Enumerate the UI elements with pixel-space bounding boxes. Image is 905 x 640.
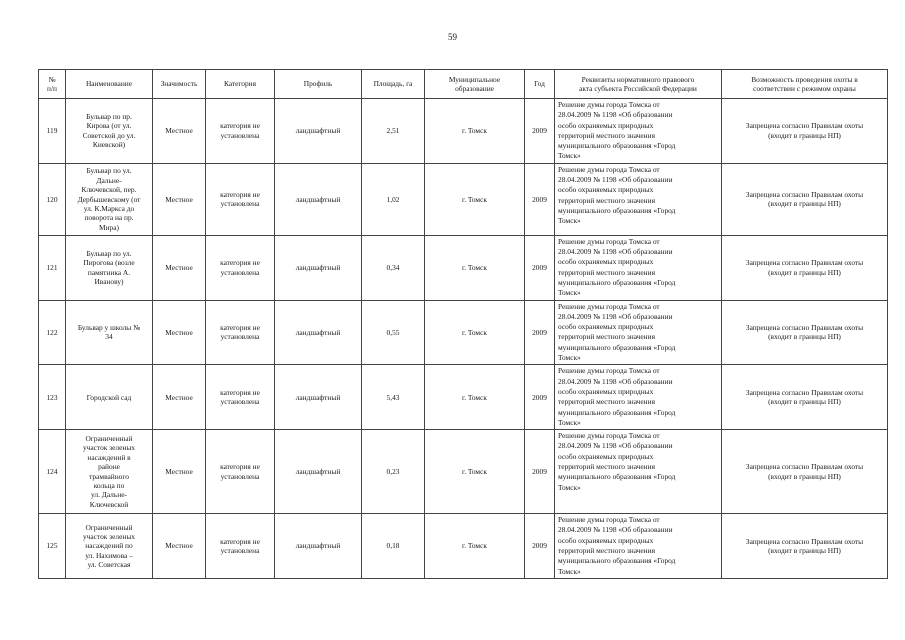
row-year: 2009: [525, 514, 555, 579]
row-hunting-possibility: Запрещена согласно Правилам охоты (входит в границы НП): [722, 430, 888, 514]
row-category: категория не установлена: [206, 163, 275, 235]
row-area: 0,23: [362, 430, 425, 514]
row-number: 119: [39, 99, 66, 164]
row-requisites: Решение думы города Томска от 28.04.2009 № 1198 «Об образовании особо охраняемых природных территорий местного значения муниципального образования «Город Томск»: [555, 163, 722, 235]
table-row: [39, 514, 888, 579]
table-row: [39, 300, 888, 365]
row-year: 2009: [525, 99, 555, 164]
row-profile: ландшафтный: [275, 430, 362, 514]
row-municipality: г. Томск: [425, 163, 525, 235]
header-municipality: Муниципальное образование: [425, 70, 525, 99]
row-significance: Местное: [153, 235, 206, 300]
row-profile: ландшафтный: [275, 99, 362, 164]
row-number: 124: [39, 430, 66, 514]
row-year: 2009: [525, 365, 555, 430]
row-municipality: г. Томск: [425, 365, 525, 430]
header-requisites: Реквизиты нормативного правового акта субъекта Российской Федерации: [555, 70, 722, 99]
header-year: Год: [525, 70, 555, 99]
row-municipality: г. Томск: [425, 300, 525, 365]
row-name: Бульвар по ул. Дальне- Ключевской, пер. Дербышевскому (от ул. К.Маркса до поворота на пр. Мира): [66, 163, 153, 235]
row-requisites: Решение думы города Томска от 28.04.2009 № 1198 «Об образовании особо охраняемых природных территорий местного значения муниципального образования «Город Томск»: [555, 514, 722, 579]
header-category: Категория: [206, 70, 275, 99]
row-year: 2009: [525, 235, 555, 300]
header-row: [39, 70, 888, 99]
header-profile: Профиль: [275, 70, 362, 99]
row-requisites: Решение думы города Томска от 28.04.2009 № 1198 «Об образовании особо охраняемых природных территорий местного значения муниципального образования «Город Томск»: [555, 235, 722, 300]
row-profile: ландшафтный: [275, 235, 362, 300]
row-name: Городской сад: [66, 365, 153, 430]
row-significance: Местное: [153, 99, 206, 164]
row-significance: Местное: [153, 430, 206, 514]
row-area: 1,02: [362, 163, 425, 235]
row-hunting-possibility: Запрещена согласно Правилам охоты (входит в границы НП): [722, 300, 888, 365]
row-significance: Местное: [153, 365, 206, 430]
page-number: 59: [448, 32, 457, 42]
row-requisites: Решение думы города Томска от 28.04.2009 № 1198 «Об образовании особо охраняемых природных территорий местного значения муниципального образования «Город Томск»: [555, 99, 722, 164]
row-name: Ограниченный участок зеленых насаждений в районе трамвайного кольца по ул. Дальне- Ключевской: [66, 430, 153, 514]
row-requisites: Решение думы города Томска от 28.04.2009 № 1198 «Об образовании особо охраняемых природных территорий местного значения муниципального образования «Город Томск»: [555, 300, 722, 365]
header-area: Площадь, га: [362, 70, 425, 99]
row-name: Бульвар у школы № 34: [66, 300, 153, 365]
row-hunting-possibility: Запрещена согласно Правилам охоты (входит в границы НП): [722, 514, 888, 579]
row-profile: ландшафтный: [275, 163, 362, 235]
table-row: [39, 235, 888, 300]
row-category: категория не установлена: [206, 430, 275, 514]
row-profile: ландшафтный: [275, 300, 362, 365]
row-municipality: г. Томск: [425, 235, 525, 300]
row-municipality: г. Томск: [425, 514, 525, 579]
protected-areas-table: [38, 69, 888, 579]
header-number: № п/п: [39, 70, 66, 99]
row-name: Ограниченный участок зеленых насаждений по ул. Нахимова – ул. Советская: [66, 514, 153, 579]
table-row: [39, 365, 888, 430]
row-number: 125: [39, 514, 66, 579]
row-year: 2009: [525, 300, 555, 365]
row-category: категория не установлена: [206, 235, 275, 300]
row-hunting-possibility: Запрещена согласно Правилам охоты (входит в границы НП): [722, 235, 888, 300]
row-significance: Местное: [153, 300, 206, 365]
table-row: [39, 163, 888, 235]
row-hunting-possibility: Запрещена согласно Правилам охоты (входит в границы НП): [722, 365, 888, 430]
row-significance: Местное: [153, 514, 206, 579]
row-number: 122: [39, 300, 66, 365]
row-year: 2009: [525, 430, 555, 514]
row-municipality: г. Томск: [425, 99, 525, 164]
row-area: 0,55: [362, 300, 425, 365]
row-category: категория не установлена: [206, 365, 275, 430]
row-category: категория не установлена: [206, 99, 275, 164]
row-category: категория не установлена: [206, 514, 275, 579]
row-year: 2009: [525, 163, 555, 235]
row-hunting-possibility: Запрещена согласно Правилам охоты (входит в границы НП): [722, 99, 888, 164]
header-name: Наименование: [66, 70, 153, 99]
row-category: категория не установлена: [206, 300, 275, 365]
table-row: [39, 99, 888, 164]
row-area: 5,43: [362, 365, 425, 430]
table-header: [39, 70, 888, 99]
row-requisites: Решение думы города Томска от 28.04.2009 № 1198 «Об образовании особо охраняемых природных территорий местного значения муниципального образования «Город Томск»: [555, 430, 722, 514]
row-profile: ландшафтный: [275, 365, 362, 430]
row-area: 2,51: [362, 99, 425, 164]
row-name: Бульвар по ул. Пирогова (возле памятника А. Иванову): [66, 235, 153, 300]
table-body: [39, 99, 888, 579]
row-number: 121: [39, 235, 66, 300]
row-number: 123: [39, 365, 66, 430]
row-number: 120: [39, 163, 66, 235]
row-area: 0,34: [362, 235, 425, 300]
row-hunting-possibility: Запрещена согласно Правилам охоты (входит в границы НП): [722, 163, 888, 235]
row-area: 0,18: [362, 514, 425, 579]
header-significance: Значимость: [153, 70, 206, 99]
header-hunting: Возможность проведения охоты в соответствии с режимом охраны: [722, 70, 888, 99]
row-significance: Местное: [153, 163, 206, 235]
table-row: [39, 430, 888, 514]
row-name: Бульвар по пр. Кирова (от ул. Советской до ул. Киевской): [66, 99, 153, 164]
row-requisites: Решение думы города Томска от 28.04.2009 № 1198 «Об образовании особо охраняемых природных территорий местного значения муниципального образования «Город Томск»: [555, 365, 722, 430]
row-municipality: г. Томск: [425, 430, 525, 514]
row-profile: ландшафтный: [275, 514, 362, 579]
